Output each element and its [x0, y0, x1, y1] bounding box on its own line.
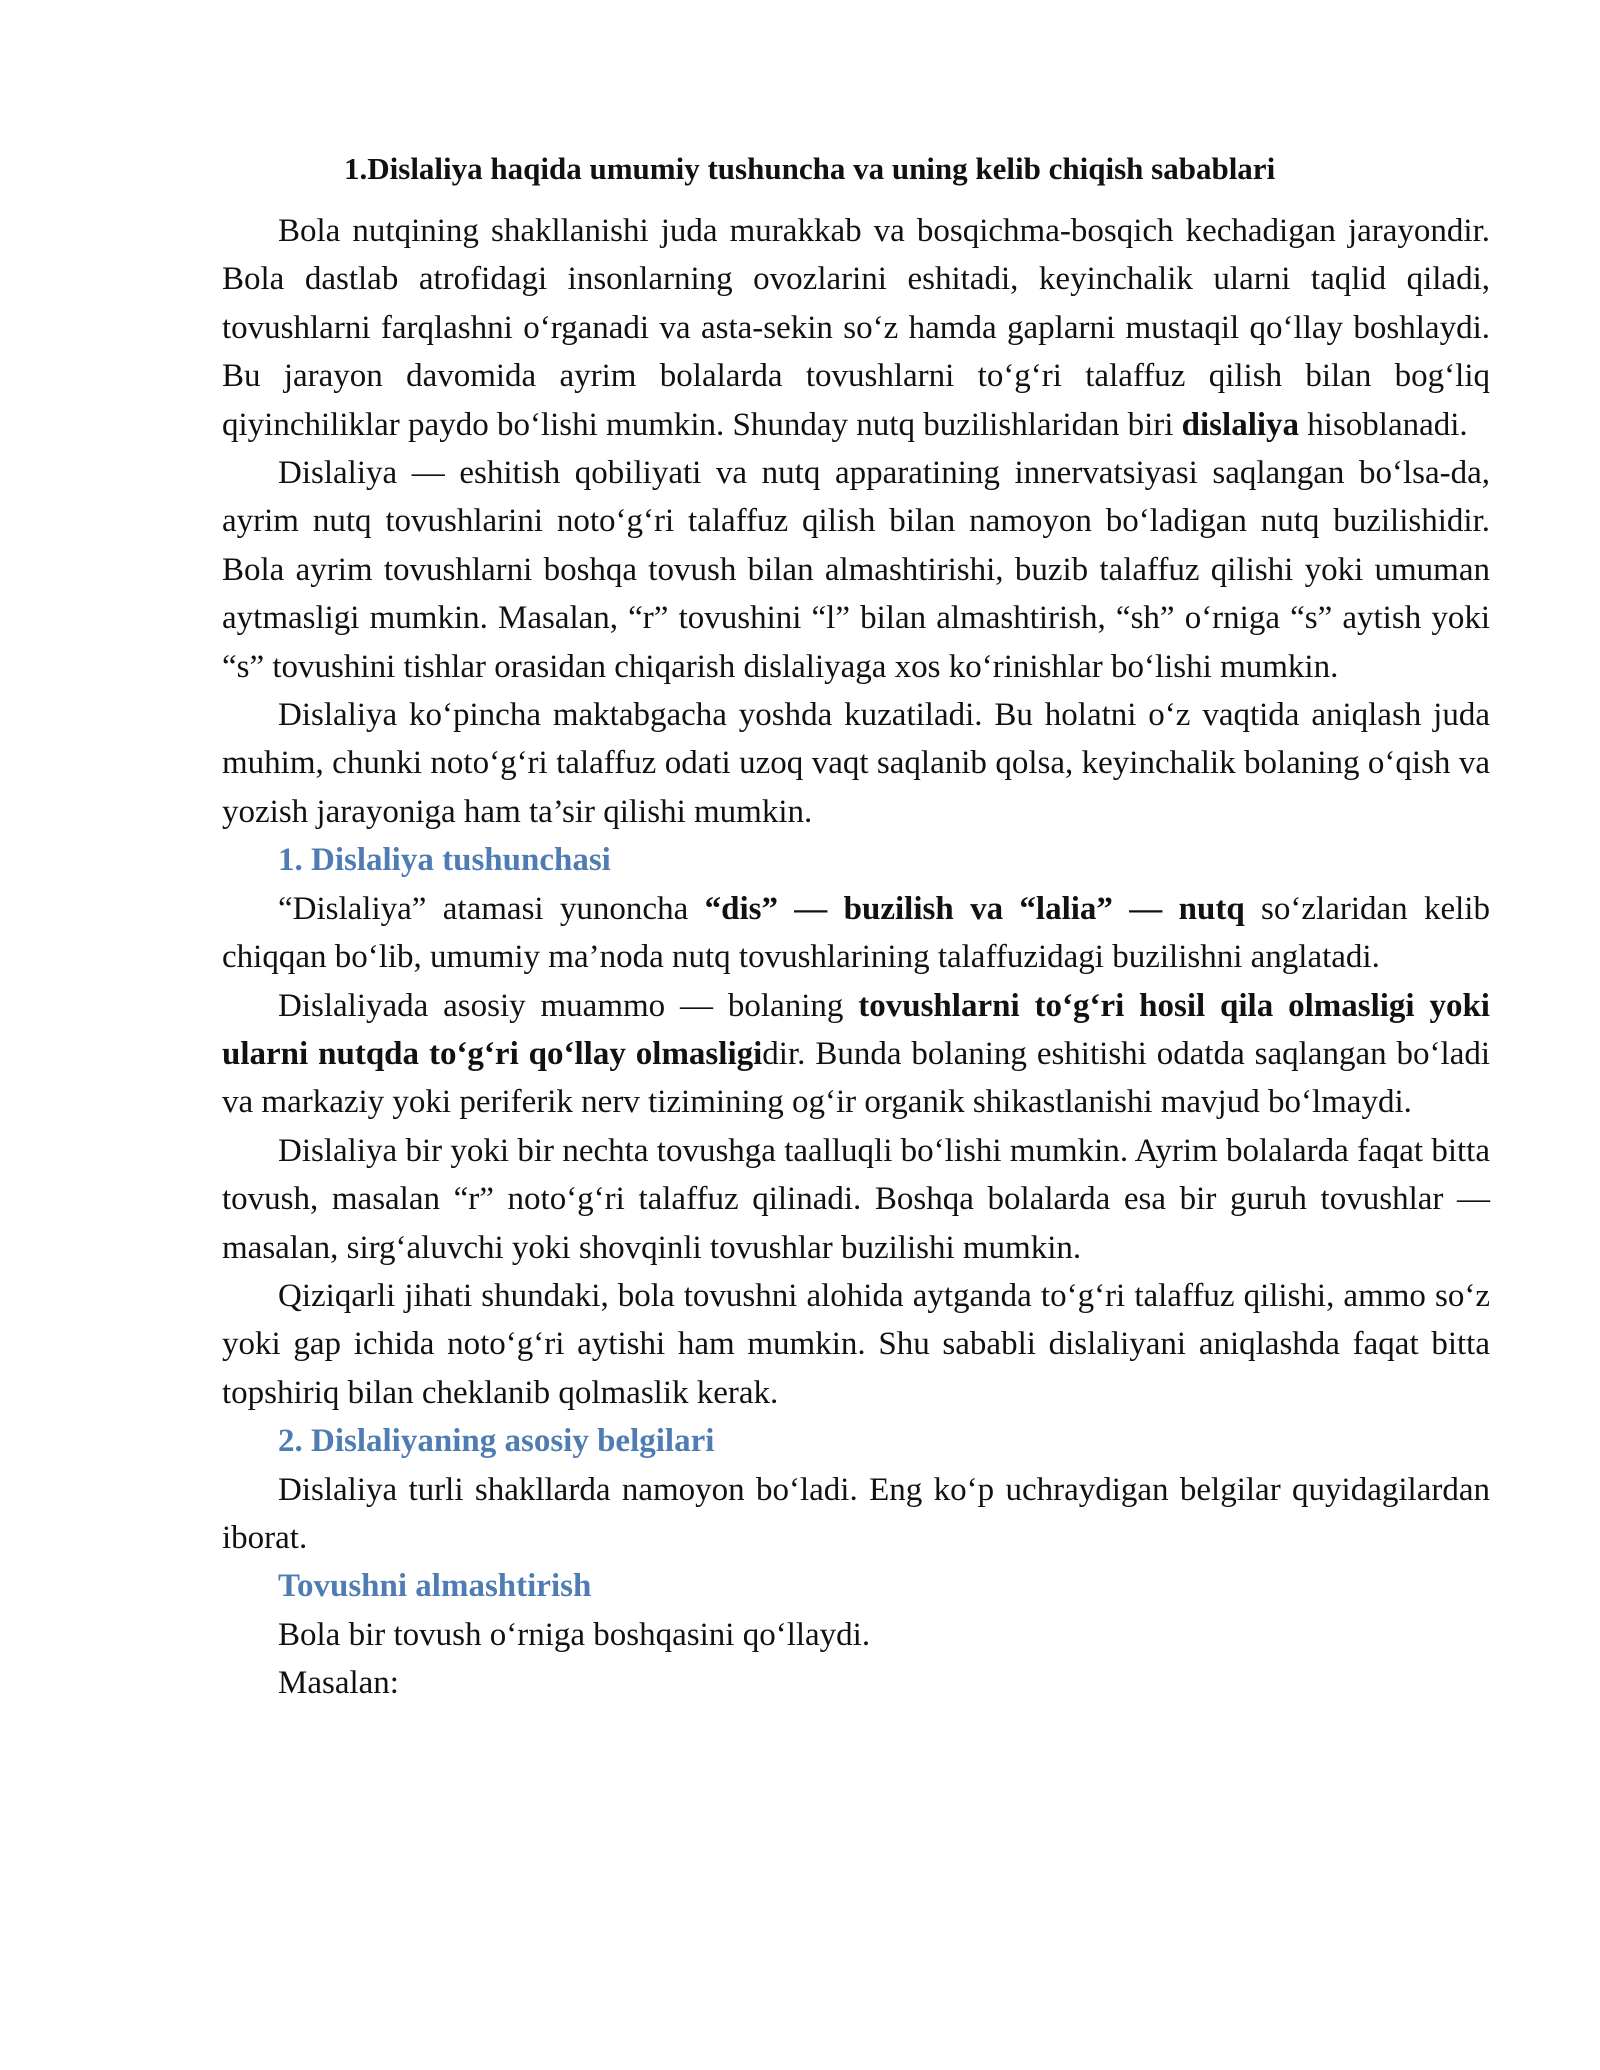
bold-term: dislaliya — [1181, 406, 1300, 443]
bold-term: “dis” — buzilish va “lalia” — nutq — [704, 890, 1245, 927]
section-heading-1: 1. Dislaliya tushunchasi — [278, 842, 611, 879]
paragraph-etymology — [222, 885, 1490, 982]
paragraph-definition: Dislaliya — eshitish qobiliyati va nutq apparatining innervatsiyasi saqlangan bo‘lsa-da, ayrim nutq tovushlarini noto‘g‘ri talaffuz qilish bilan namoyon bo‘ladigan nutq buzilishidir. Bola ayrim tovushlarni boshqa tovush bilan almashtirishi, buzib talaffuz qilishi yoki umuman aytmasligi mumkin. Masalan, “r” tovushini “l” bilan almashtirish, “sh” o‘rniga “s” aytish yoki “s” tovushini tishlar orasidan chiqarish dislaliyaga xos ko‘rinishlar bo‘lishi mumkin. — [222, 455, 1490, 685]
paragraph-intro — [222, 207, 1490, 449]
paragraph-main-problem — [222, 982, 1490, 1127]
paragraph-interesting: Qiziqarli jihati shundaki, bola tovushni alohida aytganda to‘g‘ri talaffuz qilishi, ammo so‘z yoki gap ichida noto‘g‘ri aytishi ham mumkin. Shu sababli dislaliyani aniqlashda faqat bitta topshiriq bilan cheklanib qolmaslik kerak. — [222, 1277, 1490, 1411]
paragraph-example-label: Masalan: — [278, 1665, 399, 1702]
document-page — [222, 145, 1490, 1708]
paragraph-sound-groups: Dislaliya bir yoki bir nechta tovushga taalluqli bo‘lishi mumkin. Ayrim bolalarda faqat bitta tovush, masalan “r” noto‘g‘ri talaffuz qilinadi. Boshqa bolalarda esa bir guruh tovushlar — masalan, sirg‘aluvchi yoki shovqinli tovushlar buzilishi mumkin. — [222, 1132, 1490, 1266]
paragraph-text: hisoblanadi. — [1299, 406, 1468, 443]
paragraph-signs: Dislaliya turli shakllarda namoyon bo‘ladi. Eng ko‘p uchraydigan belgilar quyidagilardan iborat. — [222, 1471, 1490, 1556]
bold-term: tovushlarni to‘g‘ri hosil qila olmasligi yoki ularni nutqda to‘g‘ri qo‘llay olmasligi — [222, 987, 1490, 1072]
paragraph-text: so‘zlaridan kelib chiqqan bo‘lib, umumiy ma’noda nutq tovushlarining talaffuzidagi buzilishni anglatadi. — [222, 890, 1490, 976]
paragraph-text: Dislaliyada asosiy muammo — bolaning — [278, 987, 859, 1024]
paragraph-text: “Dislaliya” atamasi yunoncha — [278, 890, 705, 927]
paragraph-text: Bola nutqining shakllanishi juda murakkab va bosqichma-bosqich kechadigan jarayondir. Bola dastlab atrofidagi insonlarning ovozlarini eshitadi, keyinchalik ularni taqlid qiladi, tovushlarni farqlashni o‘rganadi va asta-sekin so‘z hamda gaplarni mustaqil qo‘llay boshlaydi. Bu jarayon davomida ayrim bolalarda tovushlarni to‘g‘ri talaffuz qilish bilan bog‘liq qiyinchiliklar paydo bo‘lishi mumkin. Shunday nutq buzilishlaridan biri — [222, 213, 1490, 443]
paragraph-text: dir. Bunda bolaning eshitishi odatda saqlangan bo‘ladi va markaziy yoki periferik nerv tizimining og‘ir organik shikastlanishi mavjud bo‘lmaydi. — [222, 1035, 1491, 1121]
paragraph-age: Dislaliya ko‘pincha maktabgacha yoshda kuzatiladi. Bu holatni o‘z vaqtida aniqlash juda muhim, chunki noto‘g‘ri talaffuz odati uzoq vaqt saqlanib qolsa, keyinchalik bolaning o‘qish va yozish jarayoniga ham ta’sir qilishi mumkin. — [222, 697, 1490, 830]
section-heading-2: 2. Dislaliyaning asosiy belgilari — [278, 1423, 715, 1460]
subsection-heading: Tovushni almashtirish — [278, 1568, 592, 1605]
document-title: 1.Dislaliya haqida umumiy tushuncha va uning kelib chiqish sabablari — [344, 151, 1276, 186]
paragraph-substitution: Bola bir tovush o‘rniga boshqasini qo‘llaydi. — [278, 1616, 871, 1653]
